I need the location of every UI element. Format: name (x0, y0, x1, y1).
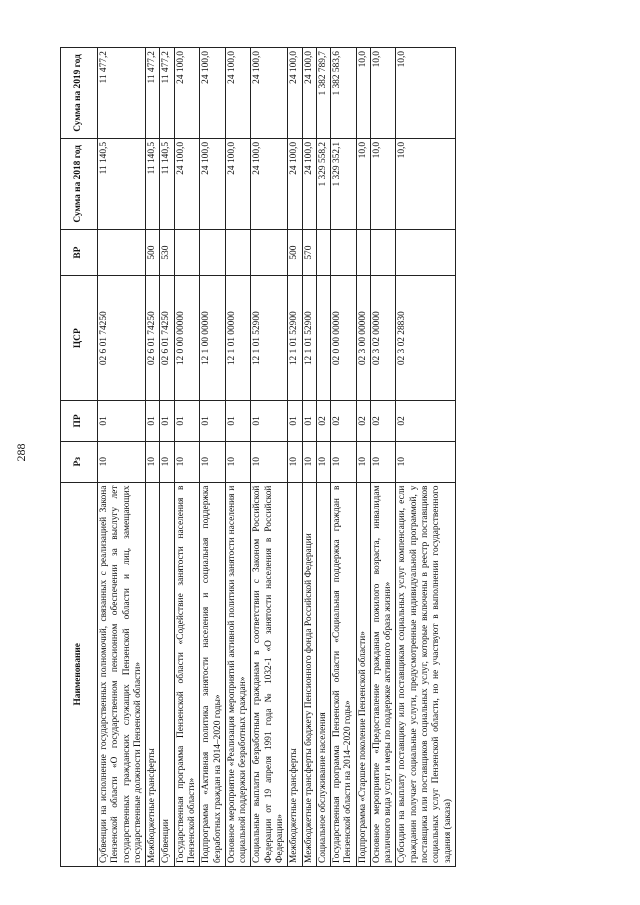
cell-rz: 10 (331, 441, 357, 482)
cell-sum-2019: 24 100,0 (174, 48, 200, 139)
cell-name: Подпрограмма «Активная политика занятости населения и социальная поддержка безработных граждан на 2014–2020 годы» (200, 482, 226, 866)
cell-csr: 02 6 01 74250 (160, 276, 174, 401)
cell-sum-2018: 24 100,0 (225, 138, 251, 229)
cell-sum-2019: 10,0 (356, 48, 370, 139)
table-row (225, 48, 251, 867)
cell-vr (225, 229, 251, 276)
cell-sum-2019: 24 100,0 (200, 48, 226, 139)
cell-pr: 01 (288, 401, 302, 442)
header-sum-2019: Сумма на 2019 год (61, 48, 98, 139)
cell-sum-2018: 24 100,0 (251, 138, 288, 229)
cell-name: Межбюджетные трансферты бюджету Пенсионного фонда Российской Федерации (302, 482, 316, 866)
cell-sum-2018: 24 100,0 (288, 138, 302, 229)
table-row (356, 48, 370, 867)
table-row (370, 48, 396, 867)
cell-rz: 10 (251, 441, 288, 482)
cell-sum-2018: 11 140,5 (98, 138, 146, 229)
table-row (316, 48, 330, 867)
cell-name: Социальные выплаты безработным гражданам в соответствии с Законом Российской Федерации от 19 апреля 1991 года № 1032-1 «О занятости населения в Российской Федерации» (251, 482, 288, 866)
budget-table (60, 47, 456, 867)
cell-pr: 01 (200, 401, 226, 442)
cell-name: Субвенции на исполнение государственных полномочий, связанных с реализацией Закона Пензенской области «О государственном пенсионном обеспечении за выслугу лет государственных гражданских служащих Пензенской области и лиц, замещающих государственные должности Пензенской области» (98, 482, 146, 866)
cell-sum-2019: 1 382 583,6 (331, 48, 357, 139)
cell-csr: 12 1 01 52900 (288, 276, 302, 401)
cell-vr (174, 229, 200, 276)
cell-sum-2018: 11 140,5 (160, 138, 174, 229)
cell-name: Государственная программа Пензенской области «Социальная поддержка граждан в Пензенской области на 2014–2020 годы» (331, 482, 357, 866)
cell-sum-2019: 24 100,0 (251, 48, 288, 139)
cell-sum-2019: 11 477,2 (98, 48, 146, 139)
cell-sum-2018: 10,0 (370, 138, 396, 229)
cell-sum-2019: 24 100,0 (288, 48, 302, 139)
cell-csr: 12 1 01 52900 (251, 276, 288, 401)
cell-name: Межбюджетные трансферты (288, 482, 302, 866)
cell-name: Государственная программа Пензенской области «Содействие занятости населения в Пензенской области» (174, 482, 200, 866)
header-rz: Рз (61, 441, 98, 482)
page-number: 288 (14, 443, 28, 462)
cell-vr (356, 229, 370, 276)
cell-rz: 10 (396, 441, 455, 482)
cell-rz: 10 (356, 441, 370, 482)
cell-vr (251, 229, 288, 276)
cell-sum-2019: 1 382 789,7 (316, 48, 330, 139)
cell-sum-2018: 24 100,0 (174, 138, 200, 229)
cell-rz: 10 (160, 441, 174, 482)
cell-csr: 02 3 02 00000 (370, 276, 396, 401)
cell-sum-2019: 24 100,0 (302, 48, 316, 139)
table-row (302, 48, 316, 867)
cell-sum-2018: 10,0 (356, 138, 370, 229)
cell-csr: 12 1 01 00000 (225, 276, 251, 401)
cell-rz: 10 (370, 441, 396, 482)
cell-sum-2019: 24 100,0 (225, 48, 251, 139)
cell-csr: 02 0 00 00000 (331, 276, 357, 401)
table-row (331, 48, 357, 867)
cell-vr (98, 229, 146, 276)
cell-rz: 10 (146, 441, 160, 482)
cell-vr: 570 (302, 229, 316, 276)
cell-name: Субсидии на выплату поставщику или поставщикам социальных услуг компенсации, если гражданин получает социальные услуги, предусмотренные индивидуальной программой, у поставщика или поставщиков социальных услуг, которые включены в реестр поставщиков социальных услуг Пензенской области, но не участвуют в выполнении государственного задания (заказа) (396, 482, 455, 866)
cell-name: Субвенции (160, 482, 174, 866)
cell-pr: 02 (370, 401, 396, 442)
cell-csr: 02 3 00 00000 (356, 276, 370, 401)
cell-vr: 500 (146, 229, 160, 276)
cell-csr (316, 276, 330, 401)
cell-name: Социальное обслуживание населения (316, 482, 330, 866)
cell-sum-2019: 10,0 (370, 48, 396, 139)
cell-sum-2018: 1 329 352,1 (331, 138, 357, 229)
cell-pr: 01 (225, 401, 251, 442)
cell-rz: 10 (316, 441, 330, 482)
header-vr: ВР (61, 229, 98, 276)
cell-pr: 02 (396, 401, 455, 442)
table-row (200, 48, 226, 867)
cell-pr: 01 (174, 401, 200, 442)
cell-csr: 02 6 01 74250 (146, 276, 160, 401)
cell-csr: 12 1 00 00000 (200, 276, 226, 401)
cell-rz: 10 (288, 441, 302, 482)
cell-pr: 02 (331, 401, 357, 442)
cell-sum-2018: 10,0 (396, 138, 455, 229)
cell-vr (316, 229, 330, 276)
cell-vr (200, 229, 226, 276)
cell-sum-2019: 10,0 (396, 48, 455, 139)
cell-pr: 01 (160, 401, 174, 442)
cell-rz: 10 (98, 441, 146, 482)
cell-pr: 01 (251, 401, 288, 442)
cell-rz: 10 (302, 441, 316, 482)
cell-pr: 02 (316, 401, 330, 442)
table-row (288, 48, 302, 867)
table-row (98, 48, 146, 867)
cell-vr: 530 (160, 229, 174, 276)
cell-sum-2019: 11 477,2 (146, 48, 160, 139)
cell-sum-2018: 24 100,0 (302, 138, 316, 229)
cell-name: Межбюджетные трансферты (146, 482, 160, 866)
cell-sum-2019: 11 477,2 (160, 48, 174, 139)
cell-sum-2018: 11 140,5 (146, 138, 160, 229)
cell-vr: 500 (288, 229, 302, 276)
cell-csr: 02 6 01 74250 (98, 276, 146, 401)
cell-name: Основное мероприятие «Реализация мероприятий активной политики занятости населения и социальной поддержки безработных граждан» (225, 482, 251, 866)
cell-rz: 10 (225, 441, 251, 482)
cell-vr (396, 229, 455, 276)
table-row (174, 48, 200, 867)
cell-pr: 02 (356, 401, 370, 442)
cell-vr (331, 229, 357, 276)
cell-pr: 01 (98, 401, 146, 442)
cell-csr: 12 1 01 52900 (302, 276, 316, 401)
cell-name: Подпрограмма «Старшее поколение Пензенской области» (356, 482, 370, 866)
cell-pr: 01 (146, 401, 160, 442)
cell-pr: 01 (302, 401, 316, 442)
table-row (160, 48, 174, 867)
table-row (251, 48, 288, 867)
cell-sum-2018: 24 100,0 (200, 138, 226, 229)
cell-rz: 10 (200, 441, 226, 482)
cell-vr (370, 229, 396, 276)
header-name: Наименование (61, 482, 98, 866)
table-row (396, 48, 455, 867)
header-csr: ЦСР (61, 276, 98, 401)
cell-csr: 02 3 02 28830 (396, 276, 455, 401)
cell-sum-2018: 1 329 558,2 (316, 138, 330, 229)
header-sum-2018: Сумма на 2018 год (61, 138, 98, 229)
header-pr: ПР (61, 401, 98, 442)
cell-rz: 10 (174, 441, 200, 482)
table-row (146, 48, 160, 867)
cell-name: Основное мероприятие «Предоставление гражданам пожилого возраста, инвалидам различного вида услуг и меры по поддержке активного образа жизни» (370, 482, 396, 866)
cell-csr: 12 0 00 00000 (174, 276, 200, 401)
table-header-row (61, 48, 98, 867)
